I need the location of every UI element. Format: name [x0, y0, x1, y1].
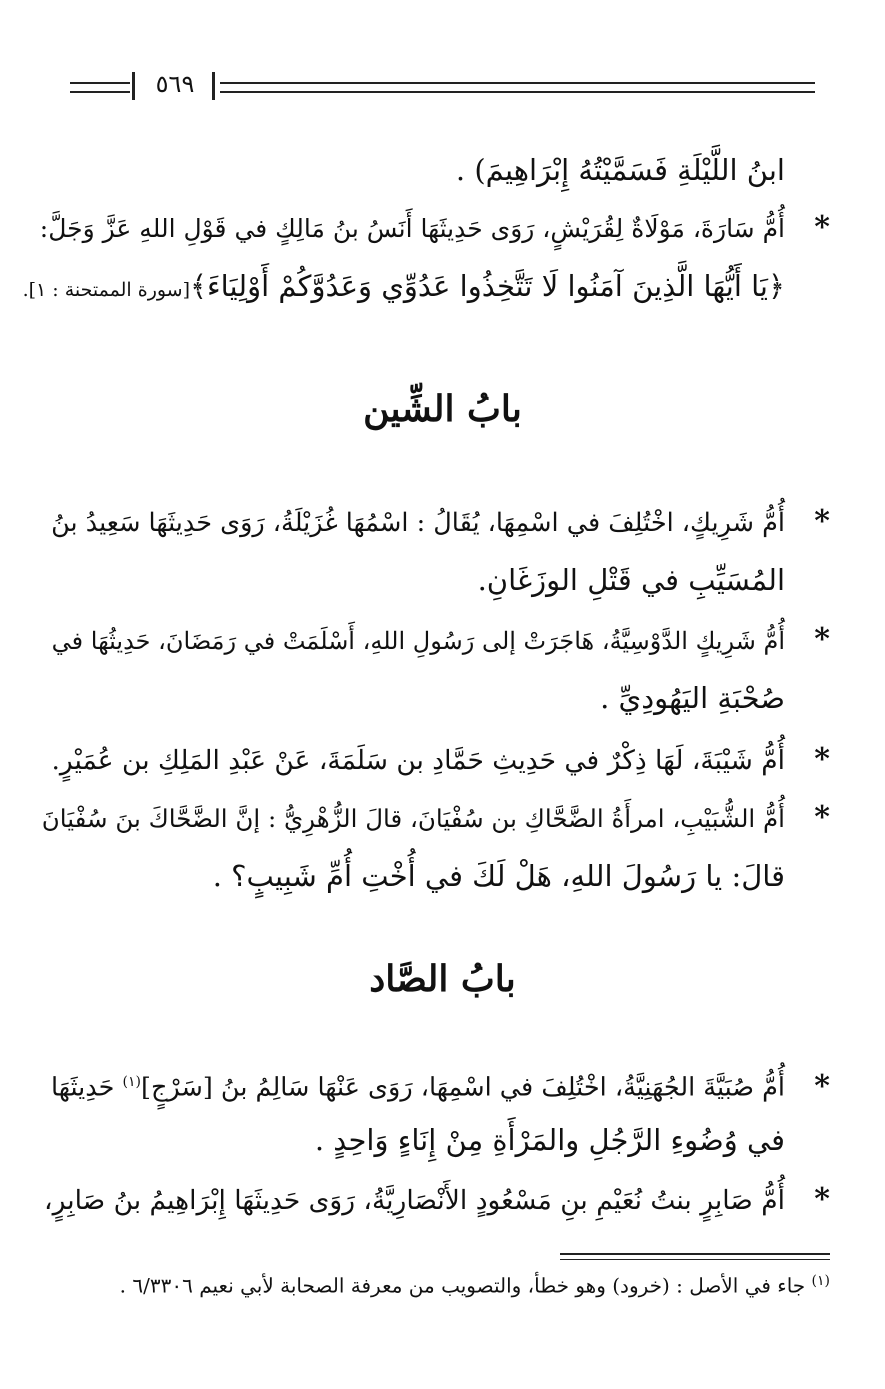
section-heading-sad: بابُ الصَّاد: [369, 958, 516, 1000]
entry-text: أُمُّ صُبَيَّةَ الجُهَنِيَّةُ، اخْتُلِفَ في اسْمِهَا، رَوَى عَنْهَا سَالِمُ بنُ [سَرْجٍ]: [141, 1072, 785, 1103]
header-rule-left: [70, 82, 130, 93]
bullet-star: *: [814, 210, 830, 245]
header-bar-left: [132, 72, 135, 100]
footnote-rule-thin: [560, 1259, 830, 1260]
entry-umm-shayba: [51, 740, 830, 781]
section-heading-shin: بابُ الشِّين: [363, 388, 522, 430]
entry-umm-sarah: [40, 208, 830, 249]
surah-reference: [سورة الممتحنة : ١].: [22, 279, 191, 301]
text-line-10: قالَ: يا رَسُولَ اللهِ، هَلْ لَكَ في أُخْتِ أُمِّ شَبِيبٍ؟ .: [212, 859, 785, 893]
bullet-star: *: [814, 1068, 830, 1104]
entry-umm-sharik: [51, 502, 830, 543]
quran-verse-line: [23, 266, 785, 310]
entry-umm-sharik-dawsiyya: [52, 620, 830, 661]
bullet-star: *: [814, 504, 830, 539]
footnote-marker: (١): [122, 1074, 142, 1090]
header-rule-right: [220, 82, 815, 93]
text-line-7: صُحْبَةِ اليَهُودِيِّ .: [600, 681, 785, 715]
footnote-text: جاء في الأصل : (خرود) وهو خطأ، والتصويب من معرفة الصحابة لأبي نعيم ٦/٣٣٠٦ .: [119, 1273, 806, 1298]
entry-text-end: حَدِيثَهَا: [50, 1072, 115, 1103]
bullet-star: *: [814, 1182, 830, 1217]
entry-text: أُمُّ سَارَةَ، مَوْلَاةٌ لِقُرَيْشٍ، رَوَى حَدِيثَهَا أَنَسُ بنُ مَالِكٍ في قَوْلِ اللهِ عَزَّ وَجَلَّ:: [39, 214, 785, 243]
bullet-star: *: [814, 800, 830, 835]
page-number: ٥٦٩: [155, 70, 195, 98]
quran-verse: ﴿يَا أَيُّهَا الَّذِينَ آمَنُوا لَا تَتَّخِذُوا عَدُوِّي وَعَدُوَّكُمْ أَوْلِيَاءَ﴾: [190, 269, 785, 303]
entry-text: أُمُّ الشُّبَيْبِ، امرأَةُ الضَّحَّاكِ بن سُفْيَانَ، قالَ الزُّهْرِيُّ : إنَّ الضَّحَّاكَ بنَ سُفْيَانَ: [41, 804, 785, 833]
entry-umm-sabir: [44, 1180, 830, 1221]
text-line-1: ابنُ اللَّيْلَةِ فَسَمَّيْتُهُ إِبْرَاهِيمَ) .: [455, 153, 785, 187]
footnote-number: (١): [811, 1273, 830, 1289]
text-line-12: في وُضُوءِ الرَّجُلِ والمَرْأَةِ مِنْ إِنَاءٍ وَاحِدٍ .: [314, 1123, 785, 1157]
entry-text: أُمُّ شَرِيكٍ، اخْتُلِفَ في اسْمِهَا، يُقَالُ : اسْمُهَا غُزَيْلَةُ، رَوَى حَدِيثَهَا سَعِيدُ بنُ: [51, 508, 785, 538]
footnote: [120, 1266, 830, 1301]
bullet-star: *: [814, 622, 830, 657]
entry-text: أُمُّ صَابِرٍ بنتُ نُعَيْمِ بنِ مَسْعُودٍ الأَنْصَارِيَّةُ، رَوَى حَدِيثَهَا إِبْرَاهِيمُ بنُ صَابِرٍ،: [44, 1185, 785, 1216]
footnote-rule: [560, 1253, 830, 1255]
header-bar-right: [212, 72, 215, 100]
entry-umm-shubayb: [42, 798, 830, 839]
entry-text: أُمُّ شَرِيكٍ الدَّوْسِيَّةُ، هَاجَرَتْ إلى رَسُولِ اللهِ، أَسْلَمَتْ في رَمَضَانَ، حَدِيثُهَا في: [51, 627, 785, 655]
page-header: [70, 70, 815, 104]
text-line-5: المُسَيِّبِ في قَتْلِ الوزَغَانِ.: [477, 563, 785, 597]
bullet-star: *: [814, 742, 830, 777]
entry-umm-subayya: [51, 1062, 830, 1108]
entry-text: أُمُّ شَيْبَةَ، لَهَا ذِكْرٌ في حَدِيثِ حَمَّادِ بن سَلَمَةَ، عَنْ عَبْدِ المَلِكِ بن عُمَيْرٍ.: [51, 745, 785, 776]
